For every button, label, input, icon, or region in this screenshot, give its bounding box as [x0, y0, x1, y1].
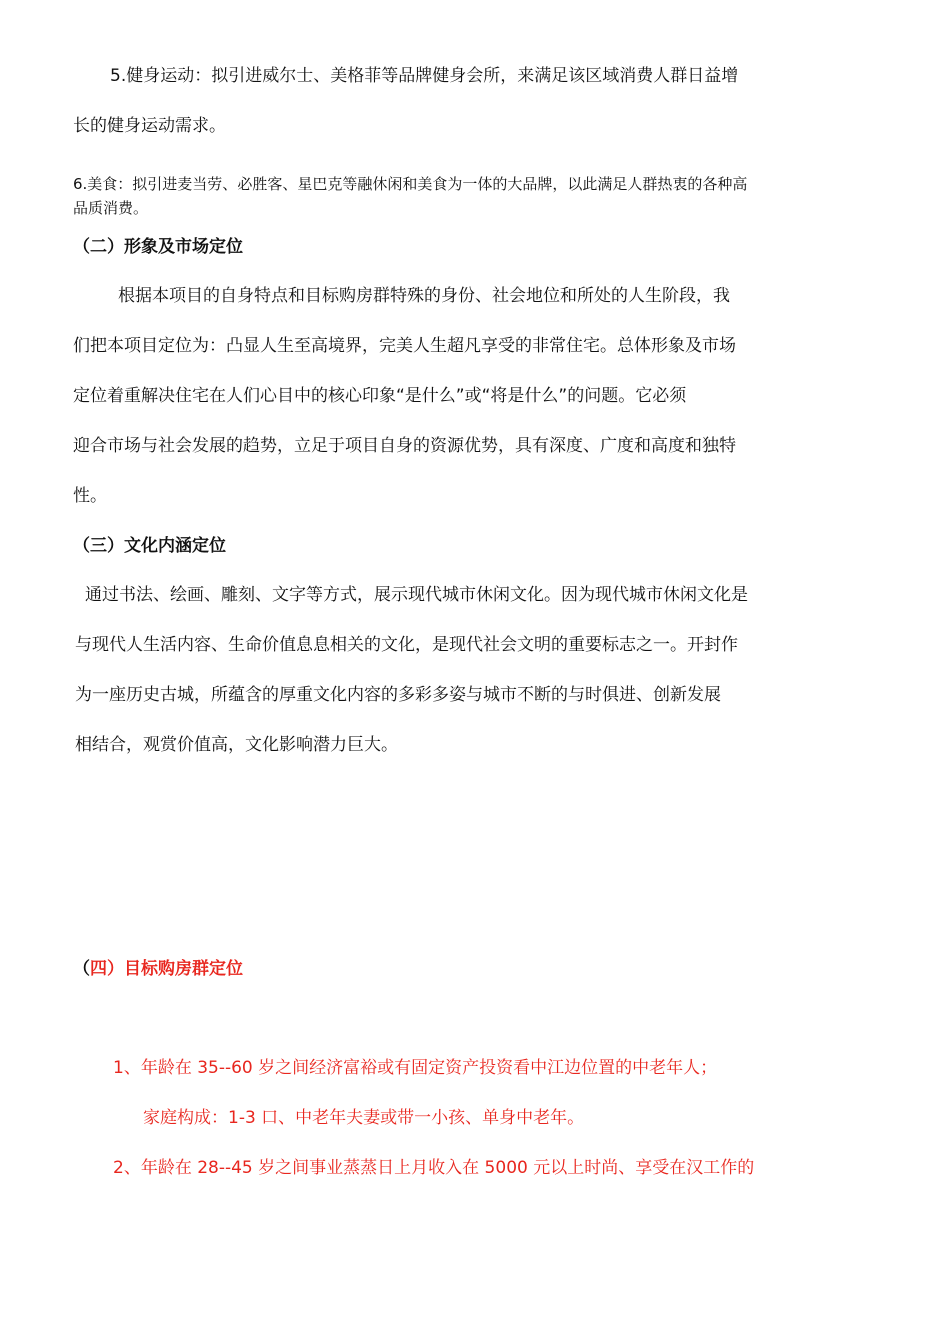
section2-line-5: 性。: [73, 486, 107, 506]
section-heading-culture: （三）文化内涵定位: [73, 536, 226, 556]
heading-text-red: 四）目标购房群定位: [90, 959, 243, 979]
section3-line-1: 通过书法、绘画、雕刻、文字等方式，展示现代城市休闲文化。因为现代城市休闲文化是: [85, 585, 748, 605]
fitness-item-line-1: 5.健身运动：拟引进威尔士、美格菲等品牌健身会所，来满足该区域消费人群日益增: [110, 66, 739, 86]
food-item-line-1: 6.美食：拟引进麦当劳、必胜客、星巴克等融休闲和美食为一体的大品牌，以此满足人群热衷的各种高: [73, 175, 748, 193]
section3-line-3: 为一座历史古城，所蕴含的厚重文化内容的多彩多姿与城市不断的与时俱进、创新发展: [75, 685, 721, 705]
section3-line-4: 相结合，观赏价值高，文化影响潜力巨大。: [75, 735, 398, 755]
section2-line-4: 迎合市场与社会发展的趋势，立足于项目自身的资源优势，具有深度、广度和高度和独特: [73, 436, 736, 456]
section-heading-image-market: （二）形象及市场定位: [73, 237, 243, 257]
section2-line-1: 根据本项目的自身特点和目标购房群特殊的身份、社会地位和所处的人生阶段，我: [118, 286, 730, 306]
section-heading-target-buyers: [73, 958, 243, 980]
food-item-line-2: 品质消费。: [73, 199, 149, 217]
section2-line-2: 们把本项目定位为：凸显人生至高境界，完美人生超凡享受的非常住宅。总体形象及市场: [73, 336, 736, 356]
heading-open-paren: （: [73, 959, 90, 979]
target-group-1-household: 家庭构成：1-3 口、中老年夫妻或带一小孩、单身中老年。: [143, 1108, 585, 1128]
section2-line-3: 定位着重解决住宅在人们心目中的核心印象“是什么”或“将是什么”的问题。它必须: [73, 386, 687, 406]
fitness-item-line-2: 长的健身运动需求。: [73, 116, 226, 136]
section3-line-2: 与现代人生活内容、生命价值息息相关的文化，是现代社会文明的重要标志之一。开封作: [75, 635, 738, 655]
target-group-2: 2、年龄在 28--45 岁之间事业蒸蒸日上月收入在 5000 元以上时尚、享受在汉工作的: [113, 1158, 755, 1178]
target-group-1: 1、年龄在 35--60 岁之间经济富裕或有固定资产投资看中江边位置的中老年人；: [113, 1058, 718, 1078]
